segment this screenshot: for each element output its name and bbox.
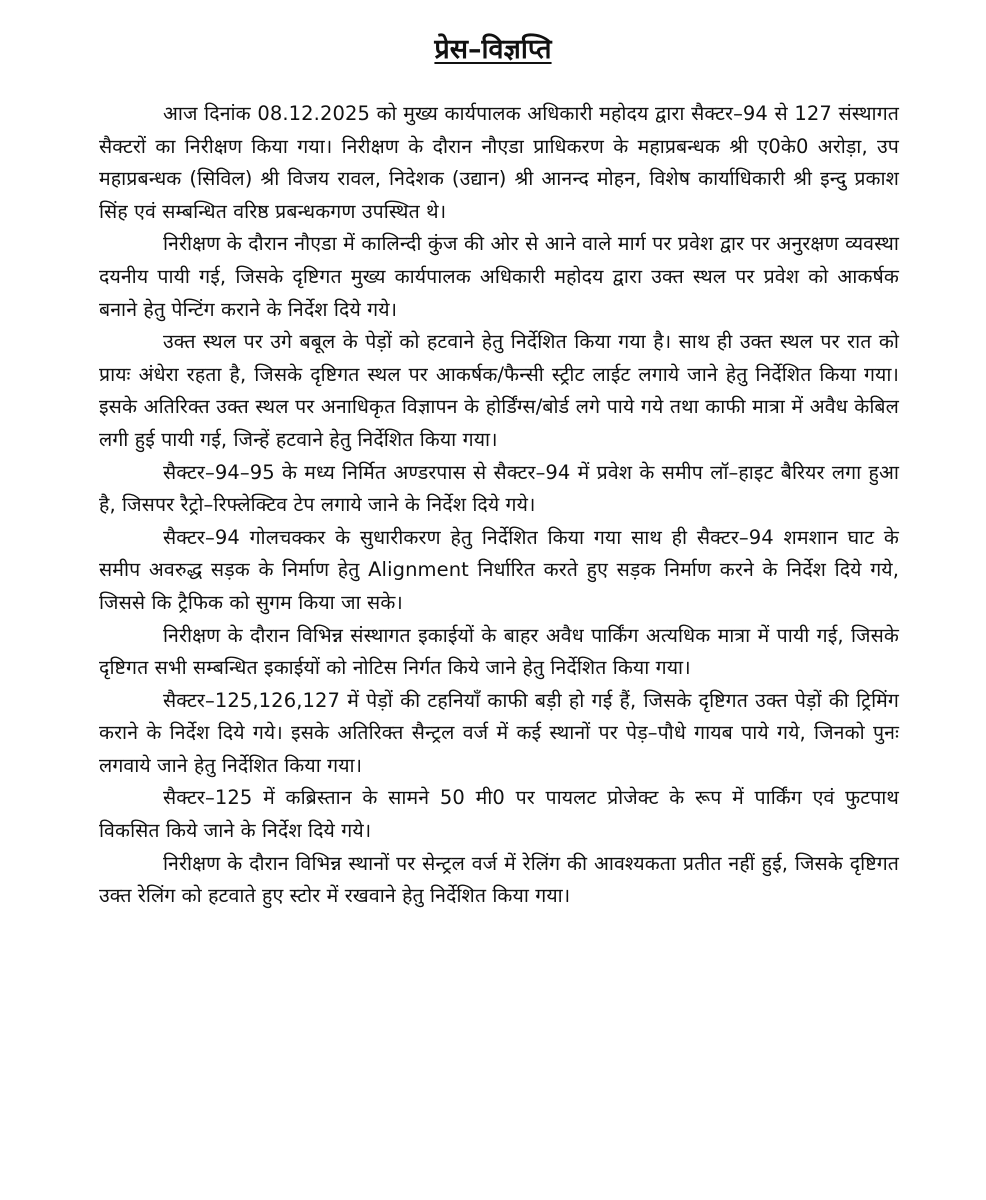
paragraph-railing-removal: निरीक्षण के दौरान विभिन्न स्थानों पर सेन्ट्रल वर्ज में रेलिंग की आवश्यकता प्रतीत नहीं हुई, जिसके दृष्टिगत उक्त रेलिंग को हटवाते हुए स्टोर में रखवाने हेतु निर्देशित किया गया।: [99, 851, 899, 908]
title-text: प्रेस–विज्ञप्ति: [434, 34, 552, 65]
press-release-body: [99, 98, 899, 913]
paragraph-roundabout-road: सैक्टर–94 गोलचक्कर के सुधारीकरण हेतु निर्देशित किया गया साथ ही सैक्टर–94 शमशान घाट के समीप अवरुद्ध सड़क के निर्माण हेतु Alignment निर्धारित करते हुए सड़क निर्माण करने के निर्देश दिये गये, जिससे कि ट्रैफिक को सुगम किया जा सके।: [99, 525, 899, 614]
paragraph-entrance-painting: निरीक्षण के दौरान नौएडा में कालिन्दी कुंज की ओर से आने वाले मार्ग पर प्रवेश द्वार पर अनुरक्षण व्यवस्था दयनीय पायी गई, जिसके दृष्टिगत मुख्य कार्यपालक अधिकारी महोदय द्वारा उक्त स्थल पर प्रवेश को आकर्षक बनाने हेतु पेन्टिंग कराने के निर्देश दिये गये।: [99, 232, 899, 321]
paragraph-tree-trimming: सैक्टर–125,126,127 में पेड़ों की टहनियाँ काफी बड़ी हो गई हैं, जिसके दृष्टिगत उक्त पेड़ों की ट्रिमिंग कराने के निर्देश दिये गये। इसके अतिरिक्त सैन्ट्रल वर्ज में कई स्थानों पर पेड़–पौधे गायब पाये गये, जिनको पुनः लगवाये जाने हेतु निर्देशित किया गया।: [99, 688, 899, 777]
paragraph-inspection-intro: आज दिनांक 08.12.2025 को मुख्य कार्यपालक अधिकारी महोदय द्वारा सैक्टर–94 से 127 संस्थागत सैक्टरों का निरीक्षण किया गया। निरीक्षण के दौरान नौएडा प्राधिकरण के महाप्रबन्धक श्री ए0के0 अरोड़ा, उप महाप्रबन्धक (सिविल) श्री विजय रावल, निदेशक (उद्यान) श्री आनन्द मोहन, विशेष कार्याधिकारी श्री इन्दु प्रकाश सिंह एवं सम्बन्धित वरिष्ठ प्रबन्धकगण उपस्थित थे।: [99, 102, 899, 223]
press-release-title: [0, 30, 986, 70]
paragraph-pilot-parking: सैक्टर–125 में कब्रिस्तान के सामने 50 मी0 पर पायलट प्रोजेक्ट के रूप में पार्किंग एवं फुटपाथ विकसित किये जाने के निर्देश दिये गये।: [99, 786, 899, 843]
paragraph-tree-removal-lighting: उक्त स्थल पर उगे बबूल के पेड़ों को हटवाने हेतु निर्देशित किया गया है। साथ ही उक्त स्थल पर रात को प्रायः अंधेरा रहता है, जिसके दृष्टिगत स्थल पर आकर्षक/फैन्सी स्ट्रीट लाईट लगाये जाने हेतु निर्देशित किया गया। इसके अतिरिक्त उक्त स्थल पर अनाधिकृत विज्ञापन के होर्डिंग्स/बोर्ड लगे पाये गये तथा काफी मात्रा में अवैध केबिल लगी हुई पायी गई, जिन्हें हटवाने हेतु निर्देशित किया गया।: [99, 330, 899, 451]
paragraph-underpass-barrier: सैक्टर–94–95 के मध्य निर्मित अण्डरपास से सैक्टर–94 में प्रवेश के समीप लॉ–हाइट बैरियर लगा हुआ है, जिसपर रैट्रो–रिफ्लेक्टिव टेप लगाये जाने के निर्देश दिये गये।: [99, 460, 899, 517]
paragraph-illegal-parking: निरीक्षण के दौरान विभिन्न संस्थागत इकाईयों के बाहर अवैध पार्किंग अत्यधिक मात्रा में पायी गई, जिसके दृष्टिगत सभी सम्बन्धित इकाईयों को नोटिस निर्गत किये जाने हेतु निर्देशित किया गया।: [99, 623, 899, 680]
